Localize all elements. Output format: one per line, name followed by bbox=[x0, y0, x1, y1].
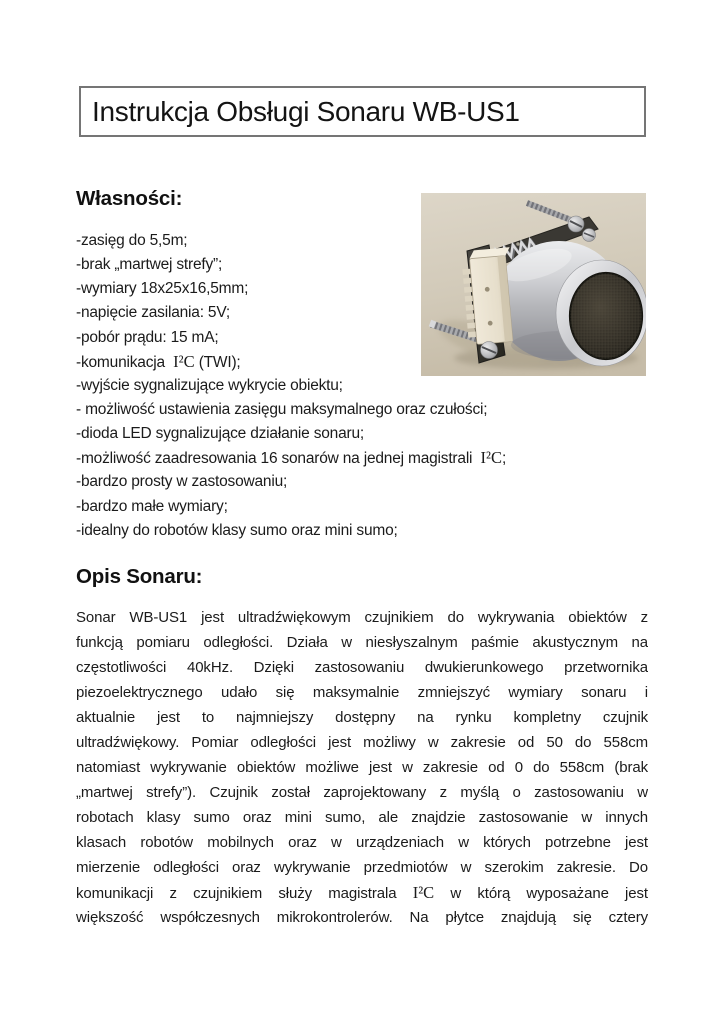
property-text: -wyjście sygnalizujące wykrycie obiektu; bbox=[76, 376, 343, 394]
paragraph-text: natomiast wykrywanie obiektów możliwe jest w zakresie od 0 do 558cm (brak bbox=[76, 759, 648, 776]
paragraph-line bbox=[76, 880, 648, 905]
property-text: -komunikacja bbox=[76, 353, 174, 371]
paragraph-line bbox=[76, 680, 648, 705]
paragraph-text: mierzenie odległości oraz wykrywanie przedmiotów w szerokim zakresie. Do bbox=[76, 859, 648, 876]
paragraph-text: aktualnie jest to najmniejszy dostępny na rynku kompletny czujnik bbox=[76, 709, 648, 726]
section-heading-wlasnosci: Własności: bbox=[76, 187, 183, 210]
paragraph-line bbox=[76, 655, 648, 680]
property-item bbox=[76, 495, 506, 519]
paragraph-text: ultradźwiękowy. Pomiar odległości jest możliwy w zakresie od 50 do 558cm bbox=[76, 734, 648, 751]
paragraph-text: komunikacji z czujnikiem służy magistrala bbox=[76, 885, 413, 902]
i2c-formula: I²C bbox=[173, 351, 195, 371]
paragraph-text: „martwej strefy”). Czujnik został zaprojektowany z myślą o zastosowaniu w bbox=[76, 784, 648, 801]
paragraph-text: częstotliwości 40kHz. Dzięki zastosowaniu dwukierunkowego przetwornika bbox=[76, 659, 648, 676]
title-box bbox=[79, 86, 646, 137]
document-title: Instrukcja Obsługi Sonaru WB-US1 bbox=[92, 95, 520, 127]
paragraph-text: w którą wyposażane jest bbox=[434, 885, 648, 902]
sonar-device-photo bbox=[421, 193, 646, 376]
paragraph-line bbox=[76, 730, 648, 755]
transducer-face bbox=[556, 260, 646, 366]
paragraph-line bbox=[76, 830, 648, 855]
property-text: -brak „martwej strefy”; bbox=[76, 256, 223, 274]
section-heading-opis: Opis Sonaru: bbox=[76, 565, 203, 588]
property-text: -pobór prądu: 15 mA; bbox=[76, 328, 219, 346]
paragraph-line bbox=[76, 705, 648, 730]
property-text: -napięcie zasilania: 5V; bbox=[76, 304, 231, 322]
property-text: - możliwość ustawienia zasięgu maksymalnego oraz czułości; bbox=[76, 400, 488, 418]
property-item bbox=[76, 374, 506, 398]
property-item bbox=[76, 470, 506, 494]
paragraph-line bbox=[76, 805, 648, 830]
property-text: (TWI); bbox=[194, 353, 241, 371]
paragraph-line bbox=[76, 630, 648, 655]
paragraph-text: Sonar WB-US1 jest ultradźwiękowym czujnikiem do wykrywania obiektów z bbox=[76, 609, 648, 626]
property-text: ; bbox=[501, 450, 507, 468]
property-item bbox=[76, 446, 506, 470]
property-item bbox=[76, 519, 506, 543]
property-text: -możliwość zaadresowania 16 sonarów na jednej magistrali bbox=[76, 450, 481, 468]
paragraph-text: funkcją pomiaru odległości. Działa w niesłyszalnym paśmie akustycznym na bbox=[76, 634, 648, 651]
description-paragraph bbox=[76, 605, 648, 930]
property-item bbox=[76, 398, 506, 422]
i2c-formula: I²C bbox=[412, 883, 435, 902]
paragraph-line bbox=[76, 605, 648, 630]
paragraph-line bbox=[76, 855, 648, 880]
paragraph-line bbox=[76, 780, 648, 805]
pcb-corner-screw bbox=[481, 342, 498, 359]
property-text: -bardzo małe wymiary; bbox=[76, 497, 228, 515]
property-text: -bardzo prosty w zastosowaniu; bbox=[76, 473, 288, 491]
paragraph-text: robotach klasy sumo oraz mini sumo, ale znajdzie zastosowanie w innych bbox=[76, 809, 648, 826]
paragraph-text: piezoelektrycznego udało się maksymalnie zmniejszyć wymiary sonaru i bbox=[76, 684, 648, 701]
i2c-formula: I²C bbox=[480, 448, 502, 468]
paragraph-text: większość współczesnych mikrokontrolerów. Na płytce znajdują się cztery bbox=[76, 909, 648, 926]
paragraph-text: klasach robotów mobilnych oraz w urządzeniach w których potrzebne jest bbox=[76, 834, 648, 851]
paragraph-line bbox=[76, 905, 648, 930]
property-text: -dioda LED sygnalizujące działanie sonaru; bbox=[76, 425, 364, 443]
property-text: -zasięg do 5,5m; bbox=[76, 232, 188, 249]
property-item bbox=[76, 422, 506, 446]
property-text: -wymiary 18x25x16,5mm; bbox=[76, 280, 249, 298]
paragraph-line bbox=[76, 755, 648, 780]
property-text: -idealny do robotów klasy sumo oraz mini sumo; bbox=[76, 521, 398, 539]
